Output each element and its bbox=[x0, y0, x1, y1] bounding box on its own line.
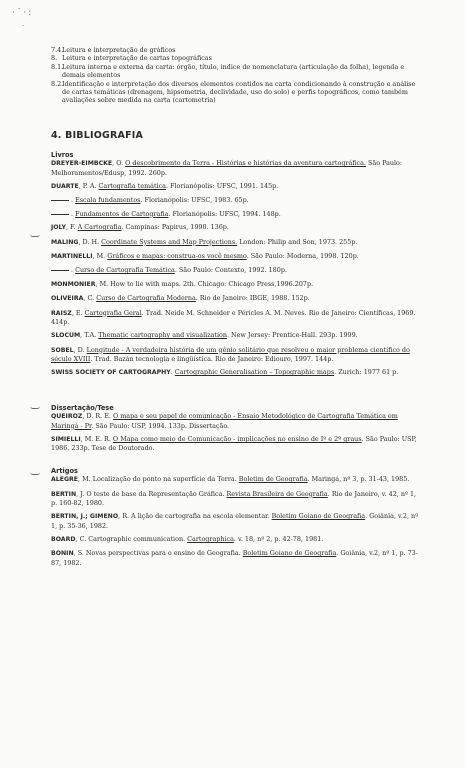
reference-details: . Florianópolis: UFSC, 1991. 145p. bbox=[165, 181, 279, 190]
reference-text: . bbox=[71, 196, 76, 205]
reference-title: Boletim Goiano de Geografia bbox=[271, 512, 366, 521]
reference-text: , S. Novas perspectivas para o ensino de Geografia. bbox=[73, 549, 243, 558]
reference-text: , D. R. E. bbox=[82, 412, 113, 421]
reference-details: São Paulo: Melhoramentos/Edusp, 1992. 260p. bbox=[51, 159, 403, 177]
section-title: 4. BIBLIOGRAFIA bbox=[51, 130, 144, 141]
reference-title: A Cartografia bbox=[77, 223, 122, 232]
reference-title: Curso de Cartografia Temática bbox=[75, 266, 175, 275]
reference-title: Revista Brasileira de Geografia bbox=[226, 489, 328, 498]
reference-author: OLIVEIRA bbox=[51, 295, 84, 303]
reference-entry bbox=[51, 159, 423, 177]
reference-title: Curso de Cartografia Moderna bbox=[96, 294, 196, 303]
reference-details: . v. 18, nº 2, p. 42-78, 1981. bbox=[233, 535, 324, 544]
reference-author: DREYER-EIMBCKE bbox=[51, 160, 113, 168]
reference-text: , D. H. bbox=[78, 237, 102, 246]
reference-entry bbox=[51, 182, 423, 191]
margin-mark bbox=[30, 406, 40, 409]
reference-entry bbox=[51, 346, 423, 364]
reference-title: O mapa e seu papel de comunicação - Ensaio Metodológico de Cartografia Temática em Maringá - Pr bbox=[51, 412, 398, 430]
reference-entry bbox=[51, 535, 423, 544]
reference-author: ALEGRE bbox=[51, 476, 79, 484]
reference-author: JOLY bbox=[51, 224, 67, 232]
reference-text: , C. bbox=[83, 294, 97, 303]
reference-text: , O. bbox=[112, 159, 126, 168]
reference-details: . São Paulo: Moderna, 1998. 120p. bbox=[246, 251, 359, 260]
reference-details: . Zurich: 1977 61 p. bbox=[334, 368, 399, 377]
list-item bbox=[51, 63, 423, 80]
reference-details: . São Paulo: USP, 1994. 133p. Dissertação. bbox=[91, 421, 230, 430]
list-item-text: Leitura interna e externa da carta: órgão, título, indice de nomenclatura (articulação da folha), legenda e demais elementos bbox=[62, 62, 405, 80]
reference-author: SOBEL bbox=[51, 346, 74, 354]
reference-author: DUARTE bbox=[51, 182, 79, 190]
reference-author: MONMONIER bbox=[51, 280, 96, 288]
reference-title: Longitude - A verdadeira história de um gênio solitário que resolveu o maior problema científico do século XVIII bbox=[51, 345, 410, 363]
reference-text: , T.A. bbox=[80, 331, 99, 340]
reference-title: Boletim de Geografia bbox=[238, 475, 308, 484]
reference-title: Gráficos e mapas: construa-os você mesmo bbox=[107, 251, 247, 260]
reference-title: Cartografia temática bbox=[98, 181, 166, 190]
reference-details: . São Paulo: USP, 1986. 233p. Tese de Doutorado. bbox=[51, 434, 417, 453]
scan-artifact: ·˙·: bbox=[12, 8, 34, 18]
list-item bbox=[51, 80, 423, 105]
reference-text: , M. E. R. bbox=[80, 434, 113, 443]
references-books bbox=[51, 151, 423, 383]
reference-entry bbox=[51, 266, 423, 274]
list-item-number: 7.4. bbox=[51, 46, 64, 54]
repeat-author-dash bbox=[51, 200, 69, 201]
reference-text: , J. O teste de base da Representação Gráfica. bbox=[76, 489, 227, 498]
margin-mark bbox=[30, 234, 40, 237]
reference-entry bbox=[51, 490, 423, 508]
reference-details: . Florianópolis: UFSC, 1983. 65p. bbox=[140, 196, 249, 205]
reference-details: . Trad. Neide M. Schneider e Péricles A. M. Neves. Rio de Janeiro: Científicas, 1969. 414p. bbox=[51, 308, 416, 326]
reference-entry bbox=[51, 331, 423, 340]
reference-entry bbox=[51, 435, 423, 453]
reference-text: . bbox=[71, 266, 76, 275]
references-theses bbox=[51, 404, 423, 458]
reference-title: Coordinate Systems and Map Projections. bbox=[101, 237, 238, 246]
reference-text: , F. bbox=[66, 223, 78, 232]
reference-text: , C. Cartographic communication. bbox=[75, 535, 188, 544]
reference-author: BONIN bbox=[51, 550, 74, 558]
list-item-number: 8.2. bbox=[51, 79, 64, 88]
reference-author: SWISS SOCIETY OF CARTOGRAPHY bbox=[51, 369, 171, 377]
reference-details: . Maringá, nº 3, p. 31-43, 1985. bbox=[307, 475, 410, 484]
references-articles bbox=[51, 467, 423, 572]
reference-author: BERTIN, J.; GIMENO bbox=[51, 513, 119, 521]
reference-details: . Goiânia, v.2, nº 1, p. 35-36, 1982. bbox=[51, 512, 419, 530]
reference-text: , E. bbox=[71, 308, 85, 317]
reference-entry bbox=[51, 223, 423, 232]
reference-entry bbox=[51, 252, 423, 261]
reference-text: , P. A. bbox=[78, 181, 99, 190]
reference-title: Cartographica bbox=[187, 535, 234, 544]
reference-title: Cartografia Geral bbox=[84, 308, 142, 317]
reference-author: BERTIN bbox=[51, 490, 77, 498]
scan-artifact: · bbox=[22, 22, 25, 30]
reference-text: , M. bbox=[92, 251, 108, 260]
list-item bbox=[51, 46, 423, 54]
reference-title: O Mapa como meio de Comunicação - implicações no ensino de Iº e 2º graus bbox=[112, 434, 362, 443]
reference-text: . bbox=[170, 368, 175, 377]
group-label: Dissertação/Tese bbox=[51, 404, 114, 412]
reference-author: MALING bbox=[51, 238, 79, 246]
repeat-author-dash bbox=[51, 214, 69, 215]
reference-entry bbox=[51, 210, 423, 218]
list-item-number: 8.1. bbox=[51, 62, 64, 71]
reference-entry bbox=[51, 475, 423, 484]
reference-entry bbox=[51, 368, 423, 377]
reference-author: QUEIROZ bbox=[51, 413, 83, 421]
reference-entry bbox=[51, 549, 423, 567]
reference-entry bbox=[51, 280, 423, 289]
reference-entry bbox=[51, 238, 423, 247]
reference-author: SLOCUM bbox=[51, 332, 81, 340]
repeat-author-dash bbox=[51, 270, 69, 271]
reference-author: SIMIELLI bbox=[51, 435, 81, 443]
reference-text: . bbox=[71, 209, 76, 218]
group-label: Livros bbox=[51, 151, 74, 159]
reference-title: Boletim Goiano de Geografia bbox=[242, 549, 337, 558]
reference-details: . Rio de Janeiro: IBGE, 1988. 152p. bbox=[195, 294, 310, 303]
reference-details: . Florianópolis: UFSC, 1994. 148p. bbox=[168, 209, 281, 218]
reference-title: Fundamentos de Cartografia bbox=[75, 209, 169, 218]
reference-details: London: Philip and Son, 1973. 255p. bbox=[237, 237, 358, 246]
reference-author: MARTINELLI bbox=[51, 252, 93, 260]
reference-entry bbox=[51, 294, 423, 303]
list-item-text: Identificação e interpretação dos diversos elementos contidos na carta condicionando à construção e análise de cartas temáticas (drenagem, hipsometria, declividade, uso do solo) e perfis topográficos, como também avaliações sobre medida na carta (cartometria) bbox=[62, 79, 416, 105]
reference-entry bbox=[51, 512, 423, 530]
reference-title: Thematic cartography and visualization bbox=[98, 331, 227, 340]
reference-title: O descobrimento da Terra - Histórias e histórias da aventura cartográfica. bbox=[125, 159, 366, 168]
list-item-text: Leitura e interpretação de gráficos bbox=[62, 46, 176, 54]
list-item bbox=[51, 54, 423, 62]
margin-mark bbox=[30, 472, 40, 475]
reference-entry bbox=[51, 196, 423, 204]
reference-text: , M. Localização do ponto na superfície da Terra. bbox=[78, 475, 239, 484]
reference-author: RAISZ bbox=[51, 309, 72, 317]
reference-title: Cartographic Generalisation – Topographic maps bbox=[174, 368, 335, 377]
reference-author: BOARD bbox=[51, 536, 76, 544]
reference-title: Escala fundamentos bbox=[75, 196, 141, 205]
reference-text: , M. How to lie with maps. 2th. Chicago: Chicago Press,1996.207p. bbox=[95, 279, 314, 288]
reference-entry bbox=[51, 309, 423, 327]
reference-text: , R. A lição de cartografia na escola elementar. bbox=[118, 512, 272, 521]
reference-details: . Rio de Janeiro, v. 42, nº 1, p. 160-82, 1980. bbox=[51, 489, 417, 507]
list-item-number: 8. bbox=[51, 54, 58, 63]
reference-details: . Trad. Bazán tecnologia e lingüística. Rio de Janeiro: Ediouro, 1997. 144p. bbox=[90, 354, 334, 363]
group-label: Artigos bbox=[51, 467, 78, 475]
reference-details: . New Jersey: Prentice-Hall. 293p. 1999. bbox=[226, 331, 358, 340]
content-list bbox=[51, 46, 423, 105]
reference-details: . Campinas: Papirus, 1990. 136p. bbox=[121, 223, 229, 232]
reference-details: . São Paulo: Contexto, 1992. 180p. bbox=[174, 266, 287, 275]
list-item-text: Leitura e interpretação de cartas topográficas bbox=[62, 54, 212, 63]
reference-details: . Goiânia, v.2, nº 1, p. 73-87, 1982. bbox=[51, 549, 418, 567]
reference-text: , D. bbox=[73, 345, 87, 354]
reference-entry bbox=[51, 412, 423, 430]
